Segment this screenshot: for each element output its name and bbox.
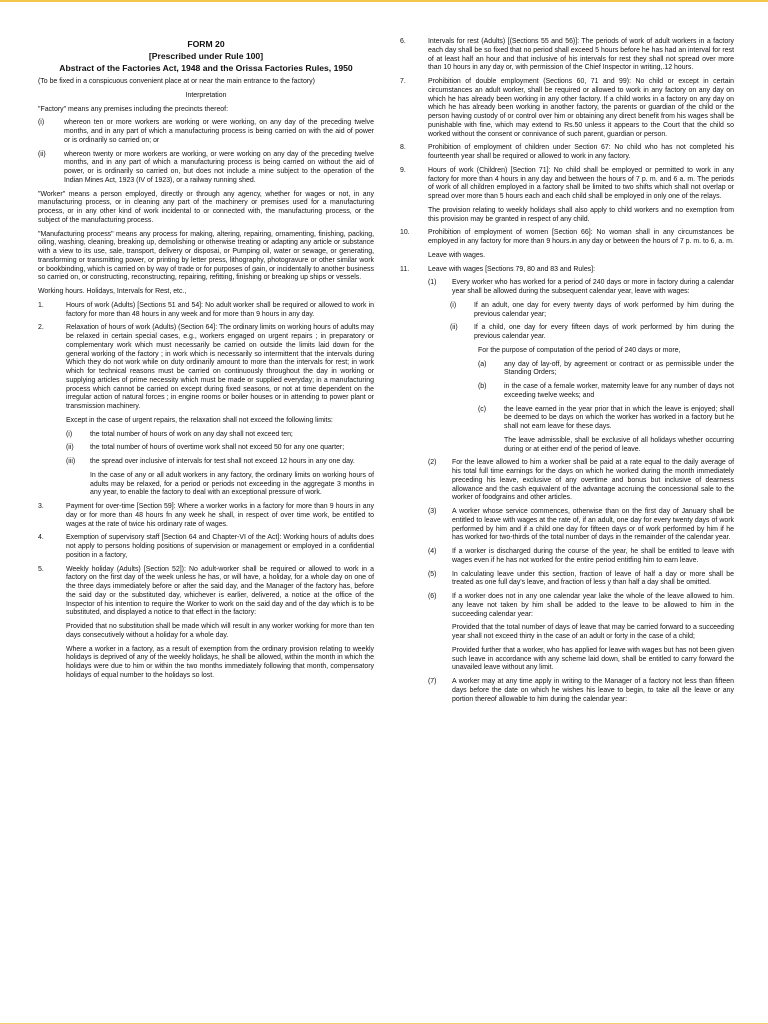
section-number: 2. [38,324,44,332]
section-text: Prohibition of employment of women [Section 66]: No woman shall in any circumstances be employed in any factory for more than 9 hours.in any day or between the hours of 7 p. m. to 6, a. m. [428,229,734,245]
section-text: Prohibition of employment of children under Section 67: No child who has not completed his fourteenth year shall be required or allowed to work in any factory. [428,144,734,160]
section-11-sub-1 [428,279,734,297]
section-11-sub-4 [428,548,734,566]
clause-number: (ii) [38,150,46,158]
section-number: 7. [400,78,406,85]
section-2-limit-ii [66,444,374,453]
section-5 [38,566,374,619]
factory-def-clause-ii [38,151,374,186]
section-6 [400,38,734,73]
section-text: Hours of work (Children) [Section 71]: No child shall be employed or permitted to work in any factory for more than 4 hours in any day and between the hours of 7 p. m. and 6 a. m. The periods of work of all children employed in a factory shall be limited to two shifts which shall not overlap or spread over more than 5 hours each and each child shall be employed in only one of the relays. [428,166,734,200]
clause-number: (iii) [66,458,76,465]
section-11-item-b [478,383,734,401]
clause-text: the leave earned in the year prior that in which the leave is enjoyed; shall be deemed to be days on which the worker has worked in a factory but he shall not earn leave for these days. [504,405,734,430]
section-9-provision: The provision relating to weekly holidays shall also apply to child workers and no exemption from this provision may be granted in respect of any child. [428,206,734,223]
clause-text: If a child, one day for every fifteen days of work performed by him during the previous calendar year. [474,324,734,340]
section-11-6-provided-1: Provided that the total number of days of leave that may be carried forward to a succeeding year shall not exceed thirty in the case of an adult or forty in the case of a child; [452,624,734,640]
leave-with-wages-heading: Leave with wages. [428,251,486,259]
section-8 [400,144,734,162]
section-11-item-c [478,406,734,432]
section-number: 8. [400,144,406,152]
working-hours-heading: Working hours. Holidays, Intervals for Rest, etc., [38,288,187,295]
document-title: Abstract of the Factories Act, 1948 and the Orissa Factories Rules, 1950 [59,63,353,73]
clause-number: (6) [428,593,437,600]
clause-text: any day of lay-off, by agreement or contract or as permissible under the Standing Orders; [504,360,734,377]
section-11-admissible: The leave admissible, shall be exclusive of all holidays whether occurring during or at either end of the period of leave. [504,436,734,453]
section-text: Intervals for rest (Adults) [(Sections 55 and 56)]: The periods of work of adult workers in a factory each day shall be so fixed that no period shall exceed 5 hours before he has had an interval for rest of at least half an hour and that inclusive of his intervals for rest they shall not spread over more than 10 hours in any day or, with permission of the Chief Inspector in writing,.12 hours. [428,38,734,72]
clause-text: the total number of hours of overtime work shall not exceed 50 for any one quarter; [90,444,345,452]
clause-text: in the case of a female worker, maternity leave for any number of days not exceeding twelve weeks; and [504,383,734,399]
section-10 [400,229,734,247]
section-11-item-a [478,361,734,379]
clause-text: whereon ten or more workers are working or were working, on any day of the preceding twelve months, and in any part of which a manufacturing process is being carried on with the aid of power or is ordinarily so carried on; or [64,119,374,144]
section-number: 6. [400,38,406,45]
clause-text: A worker may at any time apply in writing to the Manager of a factory not less than fifteen days before the date on which he wishes his leave to begin, to take all the leave or any portion thereof allowable to him during the calendar year: [452,678,734,703]
section-text: Leave with wages [Sections 79, 80 and 83 and Rules]: [428,265,595,273]
clause-text: In calculating leave under this section, fraction of leave of half a day or more shall be treated as one full day's leave, and fraction of less y than half a day shall be omitted. [452,570,734,587]
clause-number: (7) [428,678,437,685]
right-column [400,38,734,709]
section-3 [38,503,374,529]
section-11-sub-1-ii [450,324,734,342]
section-number: 5. [38,565,44,573]
form-rule: [Prescribed under Rule 100] [148,51,264,61]
section-text: Payment for over-time [Section 59]: Where a worker works in a factory for more than 9 hours in any day or for more than 48 hours fn any week he shall, in respect of over time work, be entitled to wages at the rate of twice his ordinary rate of wages. [66,503,374,528]
section-11-sub-2 [428,459,734,503]
factory-definition: "Factory" means any premises including the precincts thereof: [38,105,229,113]
section-5-where: Where a worker in a factory, as a result of exemption from the ordinary provision relating to weekly holidays is deprived of any of the weekly holidays, he shall be allowed, within the month in which the holidays were due to him or within the two months immediately following that month, compensatory holidays of equal number to the holidays so lost. [66,645,374,679]
clause-number: (2) [428,459,437,467]
section-2-limit-i [66,431,374,440]
section-9 [400,167,734,202]
section-2-case: In the case of any or all adult workers in any factory, the ordinary limits on working hours of adults may be relaxed, for a period or periods not exceeding in the aggregate 3 months in any year, to enable the factory to deal with an exceptional pressure of work. [90,471,374,497]
clause-text: If an adult, one day for every twenty days of work performed by him during the previous calendar year; [474,301,734,318]
clause-text: the spread over inclusive of intervals for test shall not exceed 12 hours in any one day. [90,458,355,465]
section-4 [38,534,374,560]
section-5-provided: Provided that no substitution shall be made which will result in any worker working for more than ten days consecutively without a holiday for a whole day. [66,623,374,639]
clause-number: (b) [478,383,487,390]
clause-number: (ii) [450,324,458,332]
clause-text: whereon twenty or more workers are working, or were working on any day of the preceding twelve months, and in any part of which a manufacturing process is being carried on without the aid of power, or is ordinarily so carried on, but does not include a mine subject to the operation of the Indian Mines Act, 1923 (IV of 1923), or a railway running shed. [64,150,374,184]
clause-text: the total number of hours of work on any day shall not exceed ten; [90,430,293,438]
clause-number: (3) [428,508,437,515]
section-text: Hours of work (Adults) [Sections 51 and 54]: No adult worker shall be required or allowed to work in factory for more than 48 hours in any week and for more than 9 hours in any day. [66,301,374,318]
interpretation-heading: Interpretation [185,91,227,99]
clause-number: (i) [38,119,45,127]
clause-number: (c) [478,405,487,413]
clause-number: (ii) [66,444,74,452]
section-2-except: Except in the case of urgent repairs, the relaxation shall not exceed the following limits: [66,416,333,424]
section-text: Prohibition of double employment (Sections 60, 71 and 99): No child or except in certain circumstances an adult worker, shall be required or allowed to work in any factory on any day on which he has already been working in any other factory. If a child works in a factory on any day on which he has already been working in another factory, the parents or guardian of the child or the person having custody of or control over him or obtaining any direct benefit from his wages shall be punishable with fine, which may extend to Rs.50 unless it appears to the Court that the child so worked without the consent or connivance of such parent, guardian or person. [428,78,734,138]
section-number: 4. [38,534,44,542]
section-11-sub-5 [428,571,734,589]
section-11 [400,266,734,275]
clause-text: A worker whose service commences, otherwise than on the first day of January shall be entitled to leave with wages at the rate of, if an adult, one day for every twenty days of work performed by him and if a child one day for fifteen days or of work performed by him if he has worked for two-thirds of the total number of days in the remainder of the calendar year. [452,508,734,542]
section-11-6-provided-2: Provided further that a worker, who has applied for leave with wages but has not been given such leave in accordance with any scheme laid down, shall be entitled to carry forward the unavailed leave without any limit. [452,646,734,672]
section-11-sub-3 [428,508,734,543]
section-11-sub-7 [428,678,734,704]
left-column [38,38,374,686]
section-2-limit-iii [66,458,374,467]
clause-text: If a worker does not in any one calendar year lake the whole of the leave allowed to him. any leave not taken by him shall be added to the leave to be allowed to him in the succeeding calendar year: [452,593,734,618]
section-text: Relaxation of hours of work (Adults) (Section 64]: The ordinary limits on working hours of adults may be relaxed in certain special cases, e.g., workers engaged on urgent repairs ; in preparatory or complementary work which must necessarily be carried on outside the limits laid down for the general working of the factory ; in work which is necessarily so intermittent that the intervals during Which they do not work while on duty ordinarily amount to more than the intervals for rest; in work which for technical reasons must be carried on continuously throughout the day in working or supplying articles of prime necessity which must be made or supplied everyday; in a manufacturing process which cannot be carried on except during fixed seasons, or not at time dependent on the irregular action of natural forces ; in engine rooms or boiler houses or in attending to power plant or transmission machinery. [66,324,374,410]
section-number: 3. [38,503,44,510]
section-number: 1. [38,301,44,309]
worker-definition: "Worker" means a person employed, directly or through any agency, whether for wages or not, in any manufacturing process, or in cleaning any part of the machinery or premises used for a manufacturing process, or in any other kind of work incidental to or connected with, the manufacturing process, or the subject of the manufacturing process. [38,190,374,224]
section-number: 11. [400,265,410,273]
section-11-purpose: For the purpose of computation of the period of 240 days or more, [478,346,681,354]
clause-number: (a) [478,360,487,368]
section-text: Exemption of supervisory staff [Section 64 and Chapter-VI of the Act]: Working hours of adults does not apply to persons holding positions of supervision or management or employed in a confidential position in a factory, [66,534,374,559]
section-number: 10. [400,229,410,237]
manufacturing-process-definition: "Manufacturing process" means any process for making, altering, repairing, ornamenting, finishing, packing, oiling, washing, cleaning, breaking up, demolishing or otherwise treating or adapting any article or substance with a view to its use, sale, transport, delivery or disposai, or Pumping oil, water or sewage, or generating, transforming or transmitting power, or printing by letter press, lithography, photogravure or other similar work or bookbinding, which is carried on by way of trade or for purposes of gain, or incidentally to another business so carried on, or constructing, reconstructing, repairing, refitting, finishing or breaking up ships or vessels. [38,230,374,282]
section-7 [400,78,734,139]
clause-text: Every worker who has worked for a period of 240 days or more in factory during a calendar year shall be allowed during the subsequent calendar year, leave with wages: [452,279,734,295]
section-text: Weekly holiday (Adults) [Section 52]): No adult-worker shall be required or allowed to work in a factory on the first day of the week unless he has, or will have, a holiday, for a whole day on one of the three days immediately before or after the said day, and the Manager of the factory has, before the said day or the substituted day, whichever is earlier, delivered, a notice at the office of the Inspector of his intention to require the Worker to work on the said day and of the day which is to be substituted, and displayed a notice to that effect in the factory: [66,565,374,617]
section-number: 9. [400,166,406,174]
section-2 [38,324,374,412]
section-1 [38,302,374,320]
clause-text: If a worker is discharged during the course of the year, he shall be entitled to leave with wages even if he has not worked for the entire period entitfing him to earn leave. [452,548,734,564]
clause-number: (4) [428,548,437,555]
factory-def-clause-i [38,119,374,145]
form-number: FORM 20 [187,39,225,49]
clause-number: (i) [66,430,73,438]
section-11-sub-1-i [450,302,734,320]
clause-text: For the leave allowed to him a worker shall be paid at a rate equal to the daily average of his total full time earnings for the days on which he worked during the month immediately preceding his leave, exclusive of any overtime and bonus but inclusive of dearness allowance and the cash equivalent of the advantage accruing the concessional sale to the worker of foodgrains and other articles. [452,459,734,502]
clause-number: (5) [428,570,437,578]
clause-number: (1) [428,279,437,287]
placement-note: (To be fixed in a conspicuous convenient place at or near the main entrance to the factory) [38,78,315,85]
clause-number: (i) [450,301,457,309]
section-11-sub-6 [428,593,734,619]
